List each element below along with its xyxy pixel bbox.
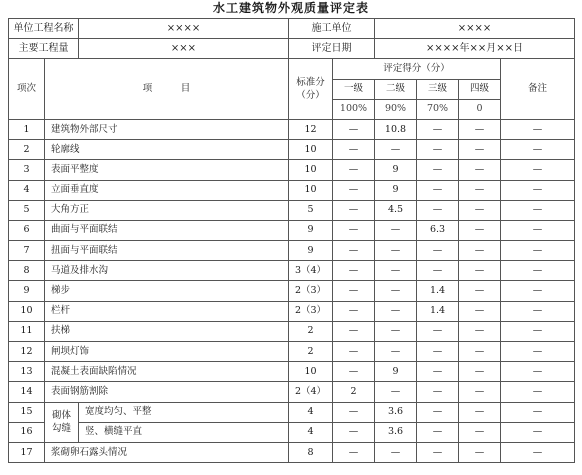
row-grade-4-score: —: [459, 382, 501, 402]
row-grade-1-score: —: [333, 362, 375, 382]
row-grade-1-score: —: [333, 160, 375, 180]
table-row: [9, 180, 575, 200]
row-grade-4-score: —: [459, 241, 501, 261]
row-index: 13: [9, 362, 45, 382]
row-grade-2-score: —: [375, 261, 417, 281]
row-grade-3-score: —: [417, 422, 459, 442]
row-grade-3-score: —: [417, 200, 459, 220]
row-index: 12: [9, 342, 45, 362]
table-row: [9, 119, 575, 139]
col-index-header: 项次: [9, 59, 45, 120]
grade-3-header: 三级: [417, 79, 459, 99]
grade-3-pct: 70%: [417, 99, 459, 119]
row-index: 10: [9, 301, 45, 321]
row-item: 表面钢筋割除: [45, 382, 289, 402]
row-std-score: 2（4）: [289, 382, 333, 402]
grade-1-pct: 100%: [333, 99, 375, 119]
std-score-line1: 标准分: [296, 77, 325, 89]
row-grade-2-score: —: [375, 301, 417, 321]
row-grade-2-score: 9: [375, 362, 417, 382]
row-grade-1-score: —: [333, 261, 375, 281]
table-row: [9, 241, 575, 261]
std-score-line2: （分）: [296, 90, 325, 102]
row-grade-3-score: —: [417, 160, 459, 180]
row-index: 9: [9, 281, 45, 301]
row-grade-3-score: 6.3: [417, 220, 459, 240]
row-grade-2-score: 10.8: [375, 119, 417, 139]
grade-4-pct: 0: [459, 99, 501, 119]
row-item: 浆砌卵石露头情况: [45, 442, 289, 462]
row-grade-3-score: —: [417, 402, 459, 422]
main-quantity-label: 主要工程量: [9, 39, 79, 59]
row-item: 闸坝灯饰: [45, 342, 289, 362]
row-grade-4-score: —: [459, 442, 501, 462]
row-grade-1-score: —: [333, 119, 375, 139]
grade-2-header: 二级: [375, 79, 417, 99]
row-index: 4: [9, 180, 45, 200]
row-std-score: 3（4）: [289, 261, 333, 281]
table-row: [9, 281, 575, 301]
row-remark: —: [501, 119, 575, 139]
row-index: 15: [9, 402, 45, 422]
row-grade-1-score: —: [333, 241, 375, 261]
row-grade-4-score: —: [459, 362, 501, 382]
row-remark: —: [501, 200, 575, 220]
row-remark: —: [501, 261, 575, 281]
row-std-score: 12: [289, 119, 333, 139]
row-index: 11: [9, 321, 45, 341]
col-std-score-header: [289, 59, 333, 120]
row-remark: —: [501, 321, 575, 341]
row-grade-4-score: —: [459, 281, 501, 301]
row-grade-2-score: —: [375, 241, 417, 261]
row-grade-4-score: —: [459, 220, 501, 240]
row-item: 宽度均匀、平整: [79, 402, 289, 422]
row-grade-4-score: —: [459, 140, 501, 160]
row-grade-1-score: —: [333, 321, 375, 341]
col-eval-score-header: 评定得分（分）: [333, 59, 501, 79]
row-grade-4-score: —: [459, 200, 501, 220]
table-row: [9, 422, 575, 442]
row-remark: —: [501, 180, 575, 200]
row-index: 5: [9, 200, 45, 220]
row-grade-1-score: —: [333, 220, 375, 240]
row-std-score: 4: [289, 422, 333, 442]
masonry-joint-group: [45, 402, 79, 442]
row-remark: —: [501, 442, 575, 462]
row-remark: —: [501, 160, 575, 180]
row-std-score: 5: [289, 200, 333, 220]
row-grade-4-score: —: [459, 301, 501, 321]
row-remark: —: [501, 301, 575, 321]
construction-unit-value: ××××: [375, 19, 575, 39]
row-index: 16: [9, 422, 45, 442]
construction-unit-label: 施工单位: [289, 19, 375, 39]
row-std-score: 9: [289, 220, 333, 240]
row-grade-2-score: 3.6: [375, 422, 417, 442]
header-row-2: [9, 39, 575, 59]
row-grade-4-score: —: [459, 402, 501, 422]
row-grade-3-score: 1.4: [417, 301, 459, 321]
row-item: 混凝土表面缺陷情况: [45, 362, 289, 382]
row-grade-2-score: —: [375, 442, 417, 462]
row-index: 8: [9, 261, 45, 281]
row-grade-3-score: —: [417, 362, 459, 382]
table-row: [9, 442, 575, 462]
row-std-score: 10: [289, 180, 333, 200]
table-row: [9, 321, 575, 341]
row-grade-4-score: —: [459, 261, 501, 281]
row-item: 大角方正: [45, 200, 289, 220]
row-grade-3-score: —: [417, 140, 459, 160]
row-grade-1-score: —: [333, 281, 375, 301]
row-grade-3-score: —: [417, 321, 459, 341]
table-row: [9, 402, 575, 422]
row-index: 17: [9, 442, 45, 462]
row-remark: —: [501, 342, 575, 362]
row-item: 竖、横缝平直: [79, 422, 289, 442]
row-item: 曲面与平面联结: [45, 220, 289, 240]
row-grade-2-score: —: [375, 382, 417, 402]
table-row: [9, 301, 575, 321]
table-row: [9, 160, 575, 180]
row-grade-1-score: —: [333, 442, 375, 462]
row-index: 2: [9, 140, 45, 160]
table-row: [9, 200, 575, 220]
row-item: 立面垂直度: [45, 180, 289, 200]
row-remark: —: [501, 281, 575, 301]
row-grade-1-score: 2: [333, 382, 375, 402]
row-index: 6: [9, 220, 45, 240]
row-grade-3-score: —: [417, 382, 459, 402]
row-grade-2-score: —: [375, 342, 417, 362]
row-grade-4-score: —: [459, 160, 501, 180]
row-item: 栏杆: [45, 301, 289, 321]
row-grade-4-score: —: [459, 119, 501, 139]
row-grade-2-score: 9: [375, 180, 417, 200]
row-std-score: 4: [289, 402, 333, 422]
row-std-score: 8: [289, 442, 333, 462]
row-grade-3-score: —: [417, 180, 459, 200]
masonry-group-line1: 砌体: [51, 410, 71, 422]
table-row: [9, 382, 575, 402]
row-grade-2-score: —: [375, 140, 417, 160]
unit-project-label: 单位工程名称: [9, 19, 79, 39]
row-item: 梯步: [45, 281, 289, 301]
row-grade-2-score: —: [375, 281, 417, 301]
row-std-score: 10: [289, 160, 333, 180]
row-std-score: 2（3）: [289, 301, 333, 321]
row-std-score: 10: [289, 140, 333, 160]
row-remark: —: [501, 362, 575, 382]
main-quantity-value: ×××: [79, 39, 289, 59]
row-grade-3-score: —: [417, 261, 459, 281]
row-std-score: 2: [289, 342, 333, 362]
masonry-group-line2: 勾缝: [51, 423, 71, 435]
table-row: [9, 261, 575, 281]
table-row: [9, 342, 575, 362]
row-grade-2-score: 9: [375, 160, 417, 180]
row-std-score: 2: [289, 321, 333, 341]
row-grade-1-score: —: [333, 402, 375, 422]
row-grade-3-score: —: [417, 241, 459, 261]
row-index: 7: [9, 241, 45, 261]
row-grade-1-score: —: [333, 342, 375, 362]
row-grade-3-score: —: [417, 342, 459, 362]
table-row: [9, 220, 575, 240]
row-item: 轮廓线: [45, 140, 289, 160]
row-grade-4-score: —: [459, 342, 501, 362]
row-grade-1-score: —: [333, 180, 375, 200]
row-grade-4-score: —: [459, 321, 501, 341]
row-grade-3-score: 1.4: [417, 281, 459, 301]
row-grade-4-score: —: [459, 422, 501, 442]
row-grade-3-score: —: [417, 119, 459, 139]
table-row: [9, 362, 575, 382]
unit-project-value: ××××: [79, 19, 289, 39]
row-index: 14: [9, 382, 45, 402]
row-item: 扶梯: [45, 321, 289, 341]
row-grade-2-score: —: [375, 220, 417, 240]
row-grade-2-score: 4.5: [375, 200, 417, 220]
row-std-score: 2（3）: [289, 281, 333, 301]
row-grade-2-score: 3.6: [375, 402, 417, 422]
row-remark: —: [501, 422, 575, 442]
row-remark: —: [501, 402, 575, 422]
row-index: 3: [9, 160, 45, 180]
row-grade-3-score: —: [417, 442, 459, 462]
col-remark-header: 备注: [501, 59, 575, 120]
row-item: 马道及排水沟: [45, 261, 289, 281]
row-remark: —: [501, 140, 575, 160]
row-std-score: 9: [289, 241, 333, 261]
row-grade-1-score: —: [333, 422, 375, 442]
row-index: 1: [9, 119, 45, 139]
eval-date-label: 评定日期: [289, 39, 375, 59]
header-row-1: [9, 19, 575, 39]
eval-date-value: ××××年××月××日: [375, 39, 575, 59]
row-item: 建筑物外部尺寸: [45, 119, 289, 139]
row-grade-2-score: —: [375, 321, 417, 341]
row-grade-1-score: —: [333, 200, 375, 220]
row-std-score: 10: [289, 362, 333, 382]
row-item: 表面平整度: [45, 160, 289, 180]
row-grade-4-score: —: [459, 180, 501, 200]
form-title: 水工建筑物外观质量评定表: [212, 1, 369, 15]
evaluation-table: [8, 18, 575, 463]
grade-4-header: 四级: [459, 79, 501, 99]
row-remark: —: [501, 220, 575, 240]
row-remark: —: [501, 382, 575, 402]
row-grade-1-score: —: [333, 301, 375, 321]
col-item-header: 项 目: [45, 59, 289, 120]
grade-2-pct: 90%: [375, 99, 417, 119]
row-item: 扭面与平面联结: [45, 241, 289, 261]
row-remark: —: [501, 241, 575, 261]
grade-1-header: 一级: [333, 79, 375, 99]
table-row: [9, 140, 575, 160]
row-grade-1-score: —: [333, 140, 375, 160]
column-header-row-1: [9, 59, 575, 79]
